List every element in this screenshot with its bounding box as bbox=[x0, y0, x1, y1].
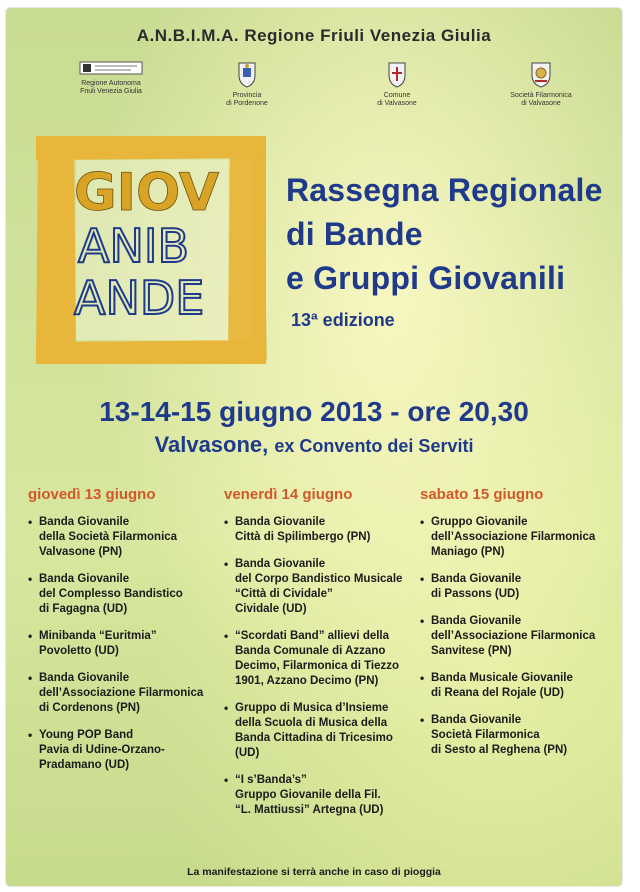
organization-title: A.N.B.I.M.A. Regione Friuli Venezia Giulia bbox=[136, 26, 492, 45]
band-entry: • “Scordati Band” allievi della Banda Comunale di Azzano Decimo, Filarmonica di Tiezzo 1901, Azzano Decimo (PN) bbox=[224, 629, 414, 689]
day-heading: sabato 15 giugno bbox=[420, 486, 544, 503]
philharmonic-crest-icon bbox=[529, 60, 553, 88]
event-title-line: e Gruppi Giovanili bbox=[286, 260, 566, 296]
logo-line-3: ANDE bbox=[74, 271, 205, 325]
giovanibande-logo bbox=[34, 136, 268, 364]
band-entry: • Minibanda “Euritmia” Povoletto (UD) bbox=[28, 629, 218, 659]
schedule-day-2 bbox=[224, 486, 414, 830]
sponsor-philharmonic bbox=[496, 60, 586, 108]
event-title-line: Rassegna Regionale bbox=[286, 172, 603, 208]
band-entry: • Banda Giovanile del Corpo Bandistico Musicale “Città di Cividale” Cividale (UD) bbox=[224, 557, 414, 617]
band-entry: • Banda Giovanile di Passons (UD) bbox=[420, 572, 610, 602]
band-entry: • Young POP Band Pavia di Udine-Orzano- Pradamano (UD) bbox=[28, 728, 218, 773]
logo-line-1: GIOV bbox=[74, 163, 220, 223]
band-entry: • Gruppo di Musica d’Insieme della Scuola di Musica della Banda Cittadina di Tricesimo (UD) bbox=[224, 701, 414, 761]
poster bbox=[6, 8, 622, 886]
event-venue bbox=[6, 432, 622, 458]
band-entry: • Banda Musicale Giovanile di Reana del Rojale (UD) bbox=[420, 671, 610, 701]
event-title-line: di Bande bbox=[286, 216, 423, 252]
logo-line-2: ANIB bbox=[78, 219, 190, 273]
edition-label: 13ª edizione bbox=[291, 310, 395, 330]
footer-note: La manifestazione si terrà anche in caso di pioggia bbox=[187, 866, 441, 878]
schedule-day-1 bbox=[28, 486, 218, 785]
town-crest-icon bbox=[386, 60, 408, 88]
venue-place: ex Convento dei Serviti bbox=[274, 436, 474, 456]
band-entry: • Banda Giovanile Società Filarmonica di Sesto al Reghena (PN) bbox=[420, 713, 610, 758]
sponsor-name: Provincia di Pordenone bbox=[226, 92, 268, 107]
sponsor-town bbox=[352, 60, 442, 108]
sponsor-province bbox=[202, 60, 292, 108]
band-entry: • Banda Giovanile del Complesso Bandistico di Fagagna (UD) bbox=[28, 572, 218, 617]
sponsor-name: Società Filarmonica di Valvasone bbox=[510, 92, 572, 107]
band-entry: • “I s’Banda’s” Gruppo Giovanile della Fil. “L. Mattiussi” Artegna (UD) bbox=[224, 773, 414, 818]
schedule-day-3 bbox=[420, 486, 610, 770]
band-entry: • Banda Giovanile dell’Associazione Filarmonica Sanvitese (PN) bbox=[420, 614, 610, 659]
band-entry: • Gruppo Giovanile dell’Associazione Filarmonica Maniago (PN) bbox=[420, 515, 610, 560]
region-logo-icon bbox=[79, 60, 143, 76]
province-crest-icon bbox=[236, 60, 258, 88]
band-entry: • Banda Giovanile dell’Associazione Filarmonica di Cordenons (PN) bbox=[28, 671, 218, 716]
sponsor-name: Regione Autonoma Friuli Venezia Giulia bbox=[80, 80, 142, 95]
sponsor-name: Comune di Valvasone bbox=[377, 92, 417, 107]
sponsor-region bbox=[66, 60, 156, 96]
band-entry: • Banda Giovanile Città di Spilimbergo (PN) bbox=[224, 515, 414, 545]
day-heading: giovedì 13 giugno bbox=[28, 486, 156, 503]
day-heading: venerdì 14 giugno bbox=[224, 486, 353, 503]
band-entry: • Banda Giovanile della Società Filarmonica Valvasone (PN) bbox=[28, 515, 218, 560]
event-title bbox=[286, 168, 603, 300]
event-dates: 13-14-15 giugno 2013 - ore 20,30 bbox=[99, 396, 529, 427]
venue-town: Valvasone, bbox=[154, 432, 269, 457]
